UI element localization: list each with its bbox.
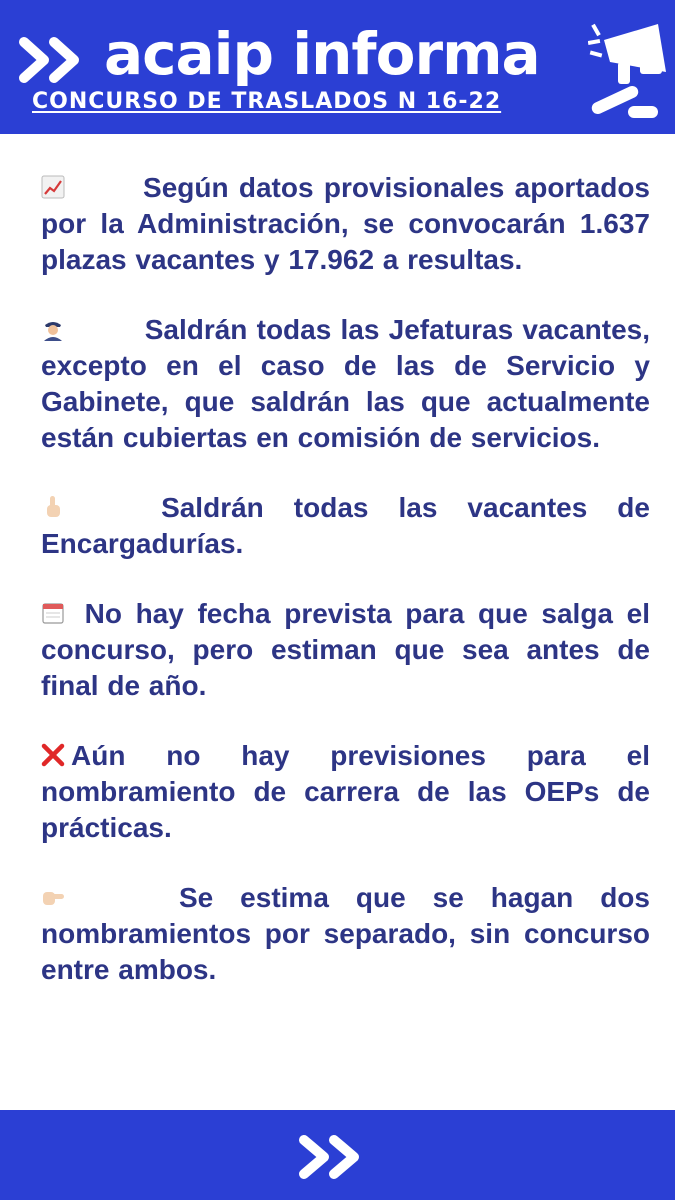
double-chevron-right-icon xyxy=(298,1134,376,1180)
chart-increasing-icon xyxy=(41,175,65,199)
cross-mark-icon xyxy=(41,743,65,767)
megaphone-icon xyxy=(588,22,670,122)
list-item xyxy=(41,490,650,562)
police-officer-icon xyxy=(41,317,65,341)
item-text: Aún no hay previsiones para el nombramiento de carrera de las OEPs de prácticas. xyxy=(41,740,650,843)
item-text: Según datos provisionales aportados por la Administración, se convocarán 1.637 plazas vacantes y 17.962 a resultas. xyxy=(41,172,650,275)
list-item xyxy=(41,880,650,988)
list-item xyxy=(41,738,650,846)
double-chevron-right-icon xyxy=(18,36,98,84)
item-text: Se estima que se hagan dos nombramientos por separado, sin concurso entre ambos. xyxy=(41,882,650,985)
item-text: Saldrán todas las Jefaturas vacantes, excepto en el caso de las de Servicio y Gabinete, que saldrán las que actualmente están cubiertas en comisión de servicios. xyxy=(41,314,651,453)
calendar-icon xyxy=(41,601,65,625)
list-item xyxy=(41,312,650,456)
list-item xyxy=(41,170,650,278)
header-banner xyxy=(0,0,675,134)
pointing-up-icon xyxy=(41,495,65,519)
item-text: Saldrán todas las vacantes de Encargadurías. xyxy=(41,492,650,559)
pointing-right-icon xyxy=(41,885,65,909)
item-text: No hay fecha prevista para que salga el concurso, pero estiman que sea antes de final de año. xyxy=(41,598,650,701)
list-item xyxy=(41,596,650,704)
info-list xyxy=(41,170,650,1022)
header-subtitle: CONCURSO DE TRASLADOS N 16-22 xyxy=(32,89,502,114)
header-title: acaip informa xyxy=(104,20,540,88)
footer-banner xyxy=(0,1110,675,1200)
